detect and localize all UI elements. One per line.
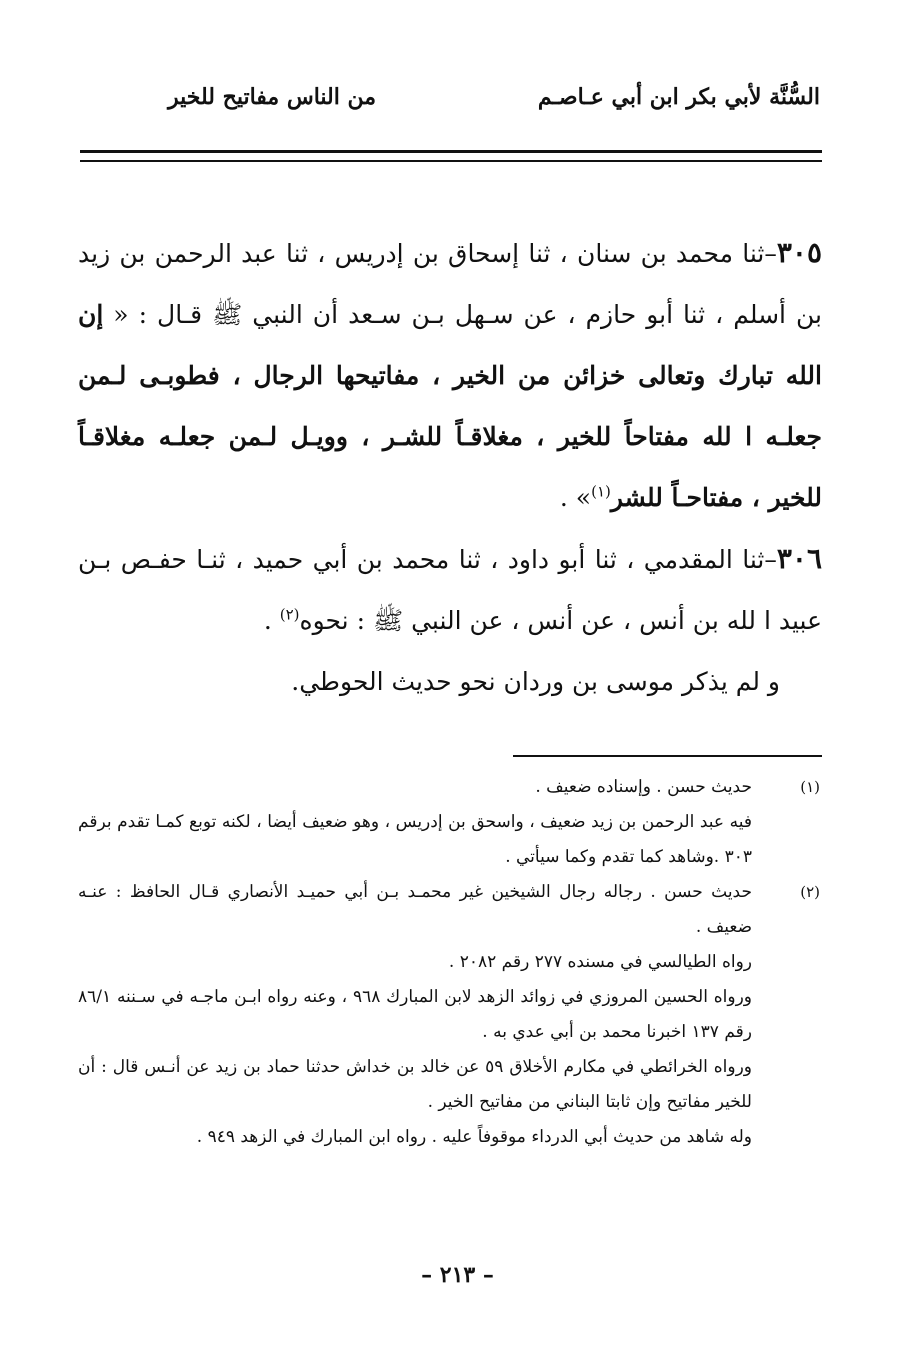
editor-remark: و لم يذكر موسى بن وردان نحو حديث الحوطي. — [291, 667, 780, 696]
footnote-line: حديث حسن . وإسناده ضعيف . — [535, 777, 752, 797]
running-header-chapter-title: من الناس مفاتيح للخير — [168, 84, 377, 110]
footnote-reference: (١) — [591, 482, 611, 501]
footnote-line: ورواه الخرائطي في مكارم الأخلاق ٥٩ عن خالد بن خداش حدثنا حماد بن زيد عن أنـس قال : أن للخير مفاتيح وإن ثابتا البناني من مفاتيح الخير . — [78, 1057, 752, 1112]
footnote-line: رواه الطيالسي في مسنده ٢٧٧ رقم ٢٠٨٢ . — [448, 952, 752, 972]
hadith-closing: . — [263, 606, 280, 635]
header-rule-thin — [80, 160, 822, 162]
hadith-306 — [78, 528, 822, 651]
header-rule-thick — [80, 150, 822, 153]
hadith-305 — [78, 222, 822, 528]
hadith-number: ٣٠٦ — [776, 542, 822, 575]
footnote-1 — [78, 770, 822, 875]
page-number: – ٢١٣ – — [421, 1262, 494, 1288]
footnotes — [78, 770, 822, 1155]
footnote-line: فيه عبد الرحمن بن زيد ضعيف ، واسحق بن إدريس ، وهو ضعيف أيضا ، لكنه توبع كمـا تقدم برقم ٣٠٣ .وشاهد كما تقدم وكما سيأتي . — [78, 812, 752, 867]
footnote-separator — [513, 755, 822, 757]
footnote-marker: (٢) — [800, 883, 820, 901]
footnote-line: ورواه الحسين المروزي في زوائد الزهد لابن المبارك ٩٦٨ ، وعنه رواه ابـن ماجـه في سـننه ٨٦/١ رقم ١٣٧ اخبرنا محمد بن أبي عدي به . — [78, 987, 752, 1042]
footnote-line: وله شاهد من حديث أبي الدرداء موقوفاً عليه . رواه ابن المبارك في الزهد ٩٤٩ . — [196, 1127, 752, 1147]
hadith-chain: –ثنا محمد بن سنان ، ثنا إسحاق بن إدريس ، ثنا عبد الرحمن بن زيد بن أسلم ، ثنا أبو حازم ، عن سـهل بـن سـعد أن النبي ﷺ قـال : « — [78, 239, 822, 329]
hadith-chain: –ثنا المقدمي ، ثنا أبو داود ، ثنا محمد بن أبي حميد ، ثنـا حفـص بـن عبيد ا لله بن أنس ، عن أنس ، عن النبي ﷺ : نحوه — [78, 545, 822, 635]
footnote-reference: (٢) — [279, 605, 300, 624]
hadith-number: ٣٠٥ — [776, 236, 822, 269]
running-header-book-title: السُّنَّة لأبي بكر ابن أبي عـاصـم — [537, 84, 820, 110]
footnote-marker: (١) — [800, 778, 820, 796]
hadith-text: إن الله تبارك وتعالى خزائن من الخير ، مفاتيحها الرجال ، فطوبـى لـمن جعلـه ا لله مفتاحاً للخير ، مغلاقـاً للشـر ، وويـل لـمن جعلـه مغلاقـاً للخير ، مفتاحـاً للشر — [78, 300, 822, 512]
main-text — [78, 222, 822, 712]
footnote-2 — [78, 875, 822, 1155]
footnote-line: حديث حسن . رجاله رجال الشيخين غير محمـد بـن أبي حميـد الأنصاري قـال الحافظ : عنـه ضعيف . — [78, 882, 752, 937]
hadith-closing: » . — [559, 483, 592, 512]
